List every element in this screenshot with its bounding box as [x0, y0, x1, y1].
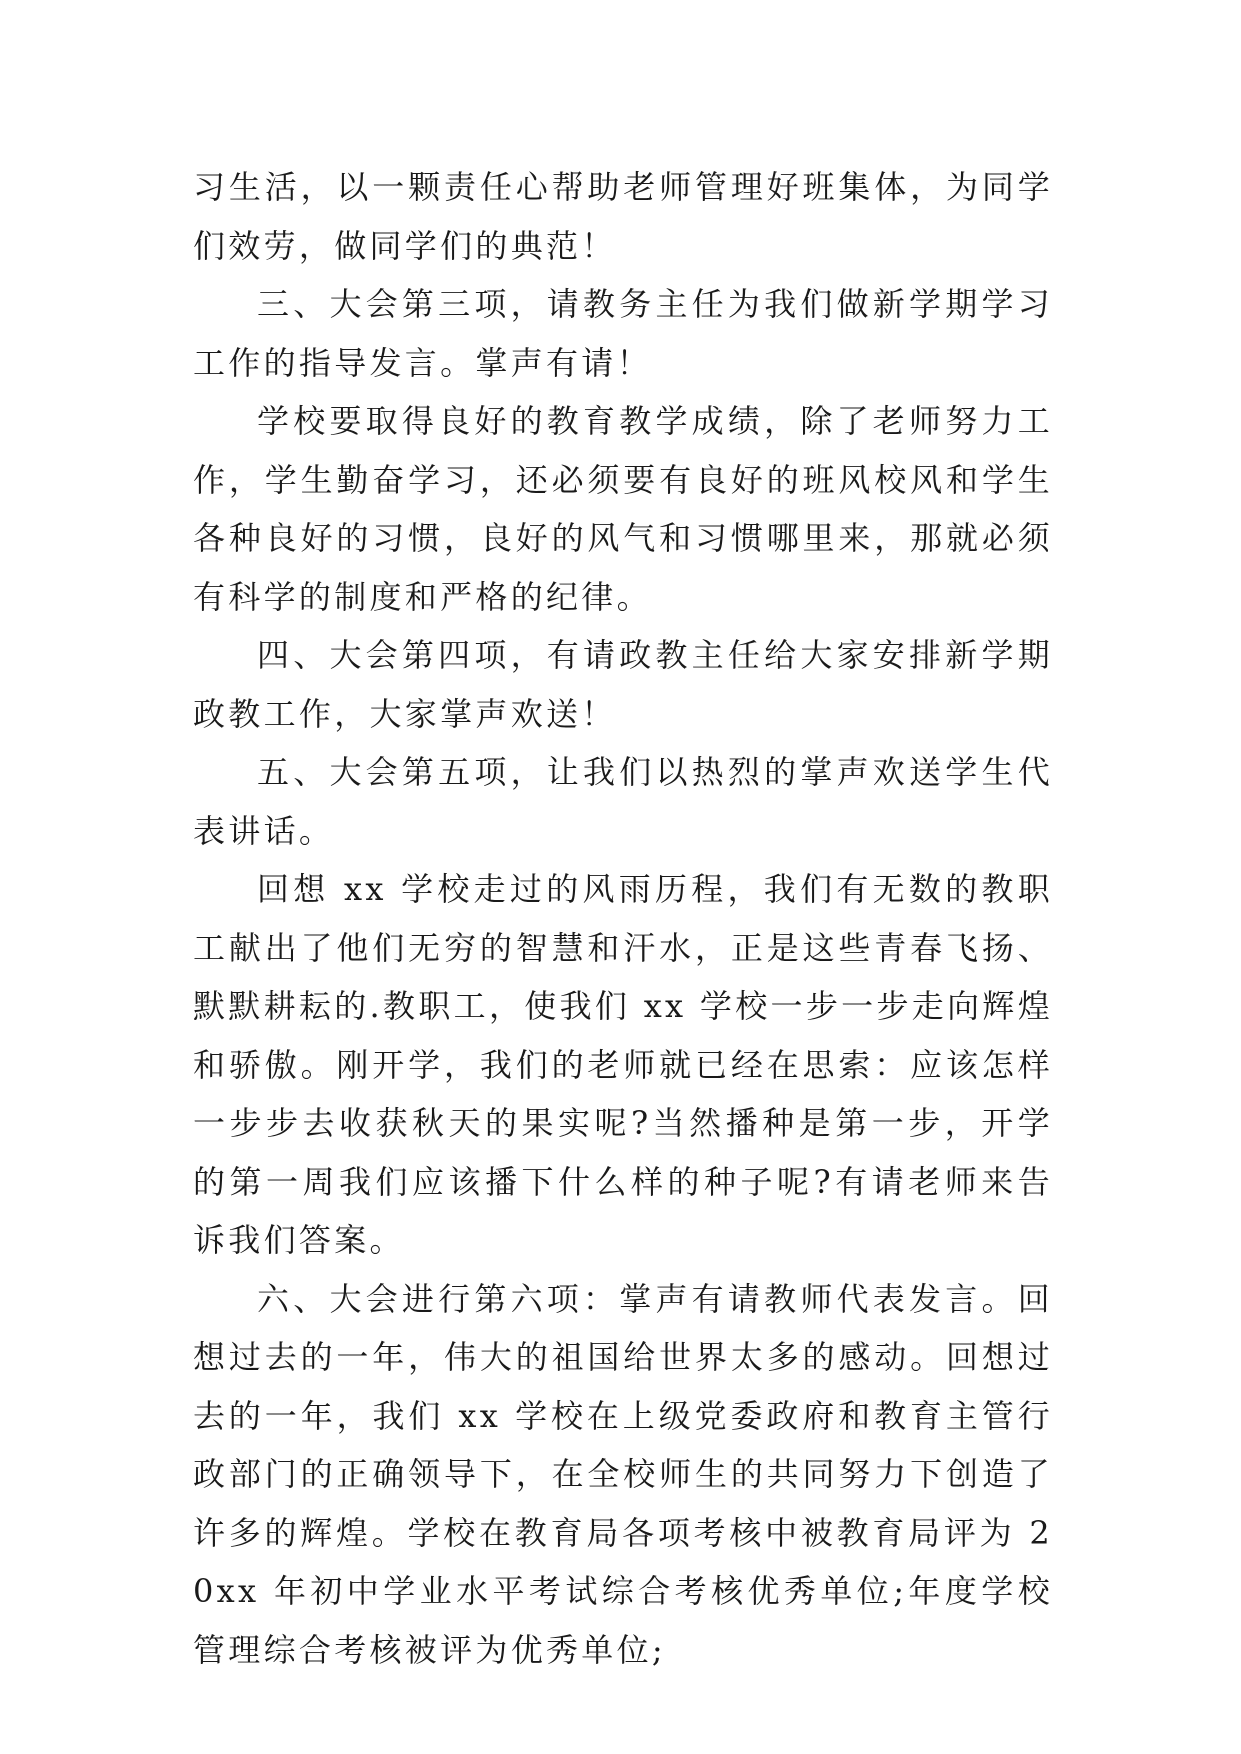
document-body: [193, 158, 1053, 1679]
paragraph-school-discipline: 学校要取得良好的教育教学成绩，除了老师努力工作，学生勤奋学习，还必须要有良好的班风校风和学生各种良好的习惯，良好的风气和习惯哪里来，那就必须有科学的制度和严格的纪律。: [193, 402, 1053, 616]
paragraph-continuation: 习生活，以一颗责任心帮助老师管理好班集体，为同学们效劳，做同学们的典范！: [193, 168, 1053, 265]
paragraph-item-4: 四、大会第四项，有请政教主任给大家安排新学期政教工作，大家掌声欢送！: [193, 636, 1053, 733]
paragraph-school-history: 回想 xx 学校走过的风雨历程，我们有无数的教职工献出了他们无穷的智慧和汗水，正是这些青春飞扬、默默耕耘的.教职工，使我们 xx 学校一步一步走向辉煌和骄傲。刚开学，我们的老师就已经在思索：应该怎样一步步去收获秋天的果实呢?当然播种是第一步，开学的第一周我们应该播下什么样的种子呢?有请老师来告诉我们答案。: [193, 870, 1053, 1259]
paragraph-item-5: 五、大会第五项，让我们以热烈的掌声欢送学生代表讲话。: [193, 753, 1053, 850]
paragraph-item-6: 六、大会进行第六项：掌声有请教师代表发言。回想过去的一年，伟大的祖国给世界太多的感动。回想过去的一年，我们 xx 学校在上级党委政府和教育主管行政部门的正确领导下，在全校师生的共同努力下创造了许多的辉煌。学校在教育局各项考核中被教育局评为 20xx 年初中学业水平考试综合考核优秀单位;年度学校管理综合考核被评为优秀单位;: [193, 1279, 1053, 1669]
paragraph-item-3: 三、大会第三项，请教务主任为我们做新学期学习工作的指导发言。掌声有请！: [193, 285, 1053, 382]
